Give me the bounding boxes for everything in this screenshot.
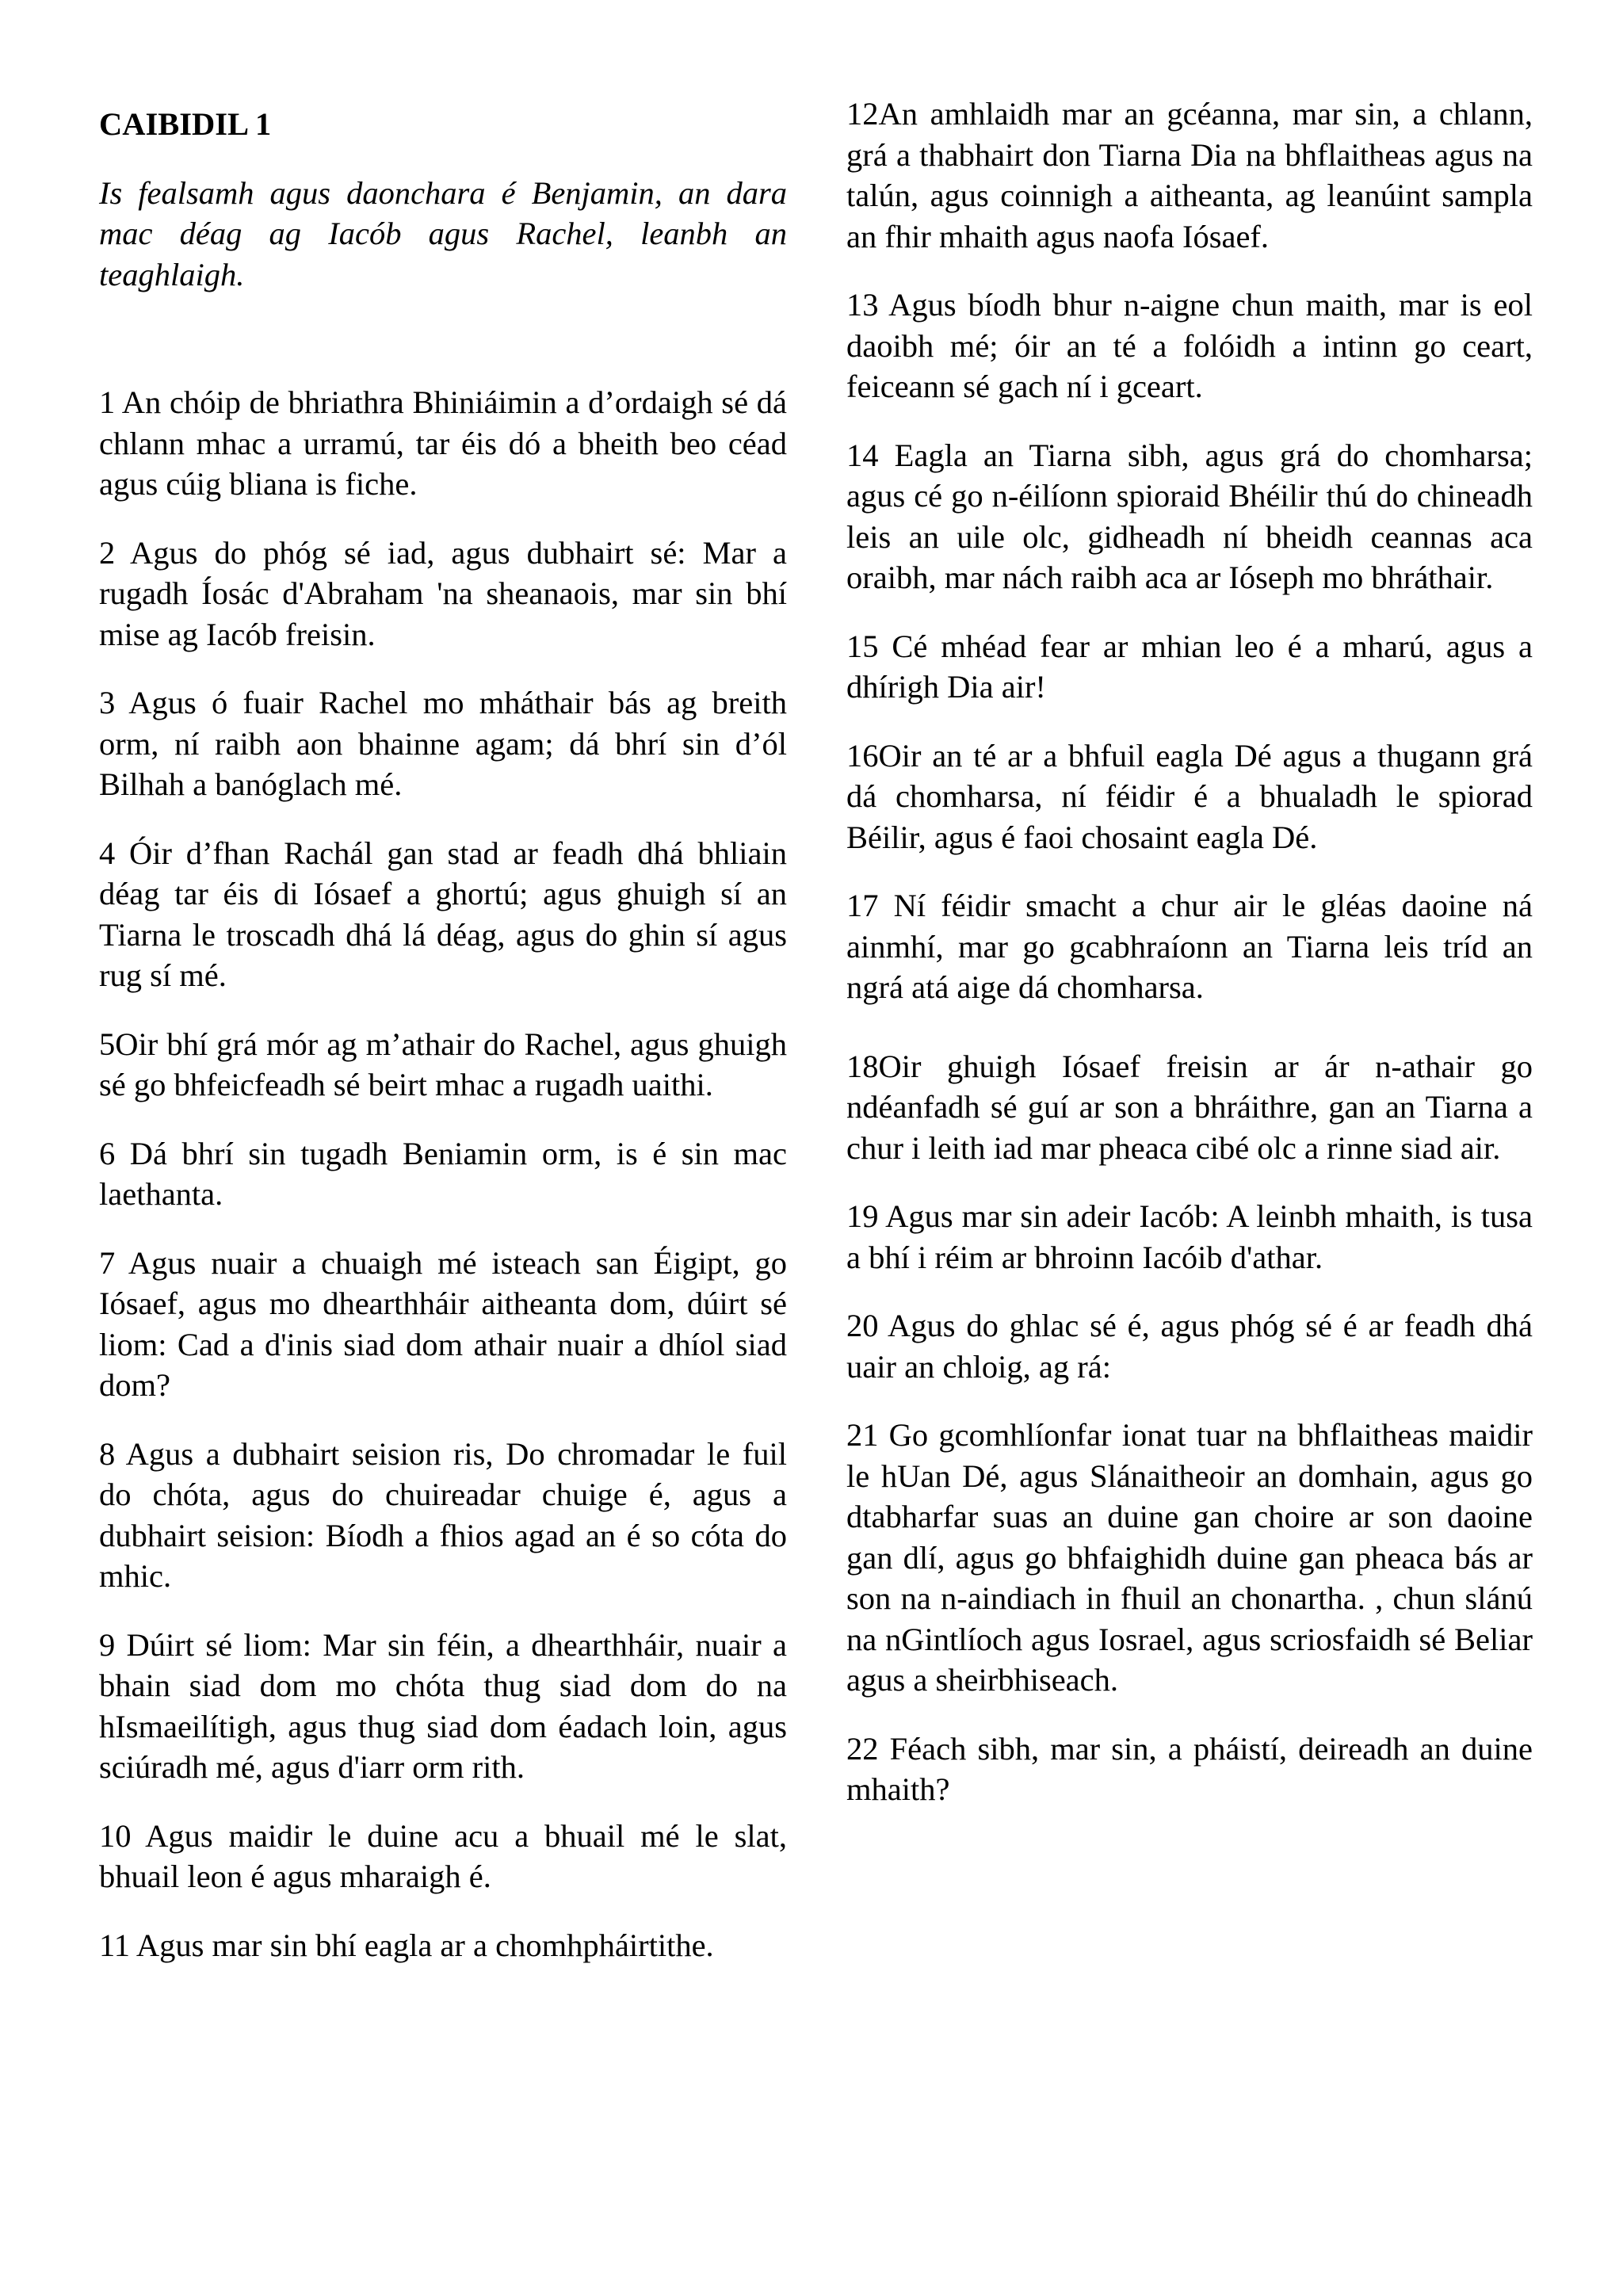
verse-12: 12An amhlaidh mar an gcéanna, mar sin, a chlann, grá a thabhairt don Tiarna Dia na bhflaitheas agus na talún, agus coinnigh a aitheanta, ag leanúint sampla an fhir mhaith agus naofa Iósaef. (846, 96, 1533, 254)
verse-14: 14 Eagla an Tiarna sibh, agus grá do chomharsa; agus cé go n-éilíonn spioraid Bhéilir thú do chineadh leis an uile olc, gidheadh ní bheidh ceannas aca oraibh, mar nách raibh aca ar Ióseph mo bhráthair. (846, 437, 1533, 595)
verse-4: 4 Óir d’fhan Rachál gan stad ar feadh dhá bhliain déag tar éis di Iósaef a ghortú; agus ghuigh sí an Tiarna le troscadh dhá lá déag, agus do ghin sí agus rug sí mé. (99, 835, 787, 993)
verse-19: 19 Agus mar sin adeir Iacób: A leinbh mhaith, is tusa a bhí i réim ar bhroinn Iacóib d'athar. (846, 1198, 1533, 1275)
verse-17: 17 Ní féidir smacht a chur air le gléas daoine ná ainmhí, mar go gcabhraíonn an Tiarna leis tríd an ngrá atá aige dá chomharsa. (846, 888, 1533, 1005)
right-column (846, 94, 1533, 1810)
verse-5: 5Oir bhí grá mór ag m’athair do Rachel, agus ghuigh sé go bhfeicfeadh sé beirt mhac a rugadh uaithi. (99, 1026, 787, 1102)
verse-16: 16Oir an té ar a bhfuil eagla Dé agus a thugann grá dá chomharsa, ní féidir é a bhualadh le spiorad Béilir, agus é faoi chosaint eagla Dé. (846, 737, 1533, 855)
verse-15: 15 Cé mhéad fear ar mhian leo é a mharú, agus a dhírigh Dia air! (846, 628, 1533, 705)
verse-9: 9 Dúirt sé liom: Mar sin féin, a dhearthháir, nuair a bhain siad dom mo chóta thug siad dom do na hIsmaeilítigh, agus thug siad dom éadach loin, agus sciúradh mé, agus d'iarr orm rith. (99, 1626, 787, 1785)
verse-22: 22 Féach sibh, mar sin, a pháistí, deireadh an duine mhaith? (846, 1730, 1533, 1807)
chapter-heading: CAIBIDIL 1 (99, 106, 272, 142)
verse-10: 10 Agus maidir le duine acu a bhuail mé le slat, bhuail leon é agus mharaigh é. (99, 1817, 787, 1894)
verse-21: 21 Go gcomhlíonfar ionat tuar na bhflaitheas maidir le hUan Dé, agus Slánaitheoir an domhain, agus go dtabharfar suas an duine gan choire ar son daoine gan dlí, agus go bhfaighidh duine gan pheaca bás ar son na n-aindiach in fhuil an chonartha. , chun slánú na nGintlíoch agus Iosrael, agus scriosfaidh sé Beliar agus a sheirbhiseach. (846, 1417, 1533, 1698)
verse-20: 20 Agus do ghlac sé é, agus phóg sé é ar feadh dhá uair an chloig, ag rá: (846, 1308, 1533, 1385)
verse-7: 7 Agus nuair a chuaigh mé isteach san Éigipt, go Iósaef, agus mo dhearthháir aitheanta dom, dúirt sé liom: Cad a d'inis siad dom athair nuair a dhíol siad dom? (99, 1244, 787, 1403)
verse-1: 1 An chóip de bhriathra Bhiniáimin a d’ordaigh sé dá chlann mhac a urramú, tar éis dó a bheith beo céad agus cúig bliana is fiche. (99, 384, 787, 502)
verse-8: 8 Agus a dubhairt seision ris, Do chromadar le fuil do chóta, agus do chuireadar chuige é, agus a dubhairt seision: Bíodh a fhios agad an é so cóta do mhic. (99, 1435, 787, 1594)
verse-3: 3 Agus ó fuair Rachel mo mháthair bás ag breith orm, ní raibh aon bhainne agam; dá bhrí sin d’ól Bilhah a banóglach mé. (99, 685, 787, 802)
chapter-intro: Is fealsamh agus daonchara é Benjamin, an dara mac déag ag Iacób agus Rachel, leanbh an teaghlaigh. (99, 174, 787, 292)
verse-13: 13 Agus bíodh bhur n-aigne chun maith, mar is eol daoibh mé; óir an té a folóidh a intinn go ceart, feiceann sé gach ní i gceart. (846, 287, 1533, 404)
left-column (99, 94, 787, 1966)
verse-18: 18Oir ghuigh Iósaef freisin ar ár n-athair go ndéanfadh sé guí ar son a bhráithre, gan an Tiarna a chur i leith iad mar pheaca cibé olc a rinne siad air. (846, 1048, 1533, 1166)
verse-6: 6 Dá bhrí sin tugadh Beniamin orm, is é sin mac laethanta. (99, 1135, 787, 1212)
verse-11: 11 Agus mar sin bhí eagla ar a chomhpháirtithe. (99, 1927, 714, 1963)
verse-2: 2 Agus do phóg sé iad, agus dubhairt sé: Mar a rugadh Íosác d'Abraham 'na sheanaois, mar sin bhí mise ag Iacób freisin. (99, 534, 787, 652)
